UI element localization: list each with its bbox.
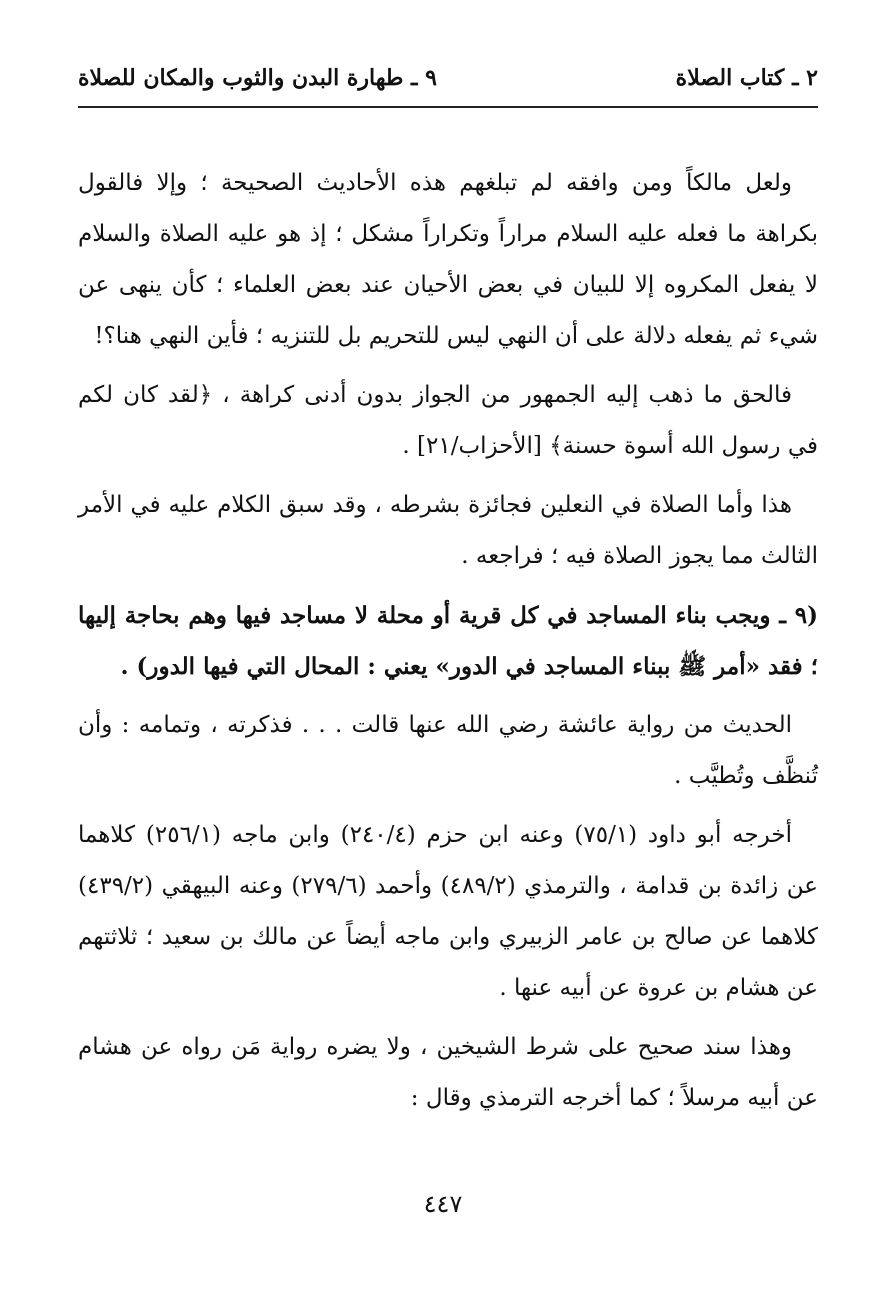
paragraph-isnad: وهذا سند صحيح على شرط الشيخين ، ولا يضره رواية مَن رواه عن هشام عن أبيه مرسلاً ؛ كما أخرجه الترمذي وقال : [78,1034,818,1111]
page-number: ٤٤٧ [423,1190,463,1218]
header-divider [78,106,818,108]
page-body [78,158,818,1132]
header-chapter-title: ٢ ـ كتاب الصلاة [675,65,818,91]
header-section-title: ٩ ـ طهارة البدن والثوب والمكان للصلاة [78,65,437,91]
paragraph-mosques-rule: (٩ ـ ويجب بناء المساجد في كل قرية أو محلة لا مساجد فيها وهم بحاجة إليها ؛ فقد «أمر ﷺ ببناء المساجد في الدور» يعني : المحال التي فيها الدور) . [78,602,818,680]
paragraph-sandals: هذا وأما الصلاة في النعلين فجائزة بشرطه ، وقد سبق الكلام عليه في الأمر الثالث مما يجوز الصلاة فيه ؛ فراجعه . [78,492,818,569]
paragraph-jumhur: فالحق ما ذهب إليه الجمهور من الجواز بدون أدنى كراهة ، ﴿لقد كان لكم في رسول الله أسوة حسنة﴾ [الأحزاب/٢١] . [78,382,818,459]
paragraph-malik: ولعل مالكاً ومن وافقه لم تبلغهم هذه الأحاديث الصحيحة ؛ وإلا فالقول بكراهة ما فعله عليه السلام مراراً وتكراراً مشكل ؛ إذ هو عليه الصلاة والسلام لا يفعل المكروه إلا للبيان في بعض الأحيان عند بعض العلماء ؛ كأن ينهى عن شيء ثم يفعله دلالة على أن النهي ليس للتحريم بل للتنزيه ؛ فأين النهي هنا؟! [78,170,818,349]
paragraph-takhrij: أخرجه أبو داود (٧٥/١) وعنه ابن حزم (٢٤٠/٤) وابن ماجه (٢٥٦/١) كلاهما عن زائدة بن قدامة ، والترمذي (٤٨٩/٢) وأحمد (٢٧٩/٦) وعنه البيهقي (٤٣٩/٢) كلاهما عن صالح بن عامر الزبيري وابن ماجه أيضاً عن مالك بن سعيد ؛ ثلاثتهم عن هشام بن عروة عن أبيه عنها . [78,822,819,1001]
running-header [78,58,818,98]
paragraph-hadith-aisha: الحديث من رواية عائشة رضي الله عنها قالت . . . فذكرته ، وتمامه : وأن تُنظَّف وتُطيَّب . [78,712,818,789]
